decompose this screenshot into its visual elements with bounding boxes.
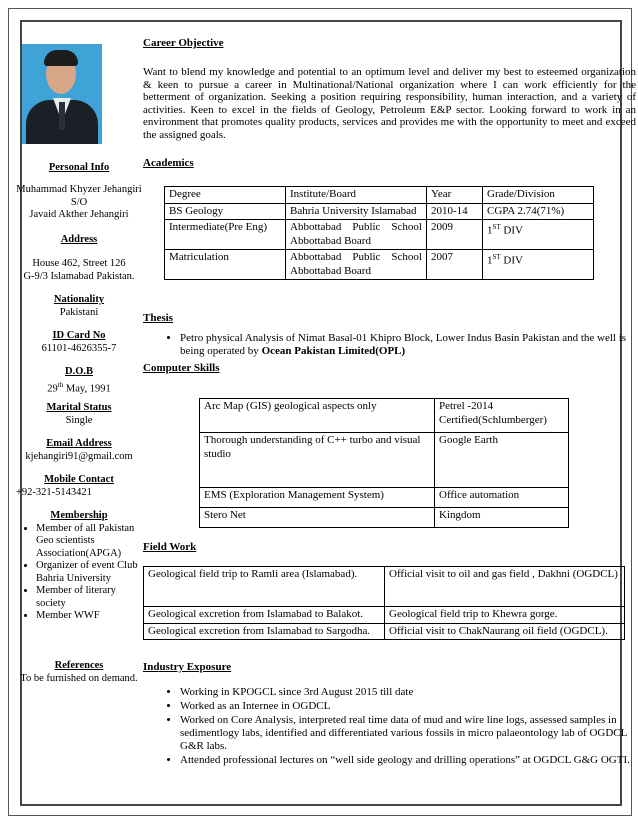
table-cell: Geological field trip to Ramli area (Islamabad). — [144, 567, 385, 607]
table-cell: Geological excretion from Islamabad to Balakot. — [144, 607, 385, 624]
mobile-number: +92-321-5143421 — [16, 486, 92, 498]
table-cell: EMS (Exploration Management System) — [200, 488, 435, 508]
list-item: • Worked as an Internee in OGDCL — [180, 700, 638, 713]
table-row — [200, 433, 569, 488]
nationality: Pakistani — [59, 306, 99, 318]
dob: 29th May, 1991 — [47, 380, 111, 394]
field-work-table — [143, 566, 625, 640]
address-line2: G-9/3 Islamabad Pakistan. — [23, 270, 135, 282]
membership-heading: Membership — [50, 510, 108, 521]
table-cell: Geological excretion from Islamabad to Sargodha. — [144, 623, 385, 640]
table-row — [165, 203, 594, 220]
table-row — [165, 220, 594, 250]
table-row — [200, 488, 569, 508]
references-heading: References — [54, 660, 104, 671]
mobile-heading: Mobile Contact — [44, 474, 114, 485]
table-cell: Abbottabad Public School Abbottabad Board — [286, 250, 427, 280]
marital-heading: Marital Status — [46, 402, 112, 413]
table-cell: Kingdom — [435, 508, 569, 528]
table-cell: Bahria University Islamabad — [286, 203, 427, 220]
list-item: • Working in KPOGCL since 3rd August 2015 till date — [180, 686, 638, 699]
table-header: Grade/Division — [483, 187, 594, 204]
address-line1: House 462, Street 126 — [32, 258, 126, 269]
computer-skills-table — [199, 398, 569, 528]
industry-exposure-block — [143, 686, 638, 768]
table-cell: Official visit to ChakNaurang oil field (OGDCL). — [385, 623, 625, 640]
table-row — [200, 399, 569, 433]
list-item: • Attended professional lectures on “well side geology and drilling operations” at OGDCL G&G OGTI. — [180, 754, 638, 767]
table-row — [144, 567, 625, 607]
email-heading: Email Address — [46, 438, 112, 449]
table-header: Year — [427, 187, 483, 204]
table-cell: 2007 — [427, 250, 483, 280]
membership-item: • Member of all Pakistan Geo scientists Association(APGA) — [36, 523, 148, 561]
email: kjehangiri91@gmail.com — [25, 450, 133, 462]
table-cell: Google Earth — [435, 433, 569, 488]
field-work-heading: Field Work — [143, 541, 197, 553]
career-objective-heading: Career Objective — [143, 37, 224, 49]
computer-skills-heading: Computer Skills — [143, 362, 220, 374]
membership-item: • Organizer of event Club Bahria University — [36, 560, 148, 585]
table-row — [200, 508, 569, 528]
address-heading: Address — [60, 234, 98, 245]
id-card-heading: ID Card No — [52, 330, 106, 341]
table-row — [144, 623, 625, 640]
table-cell: 2010-14 — [427, 203, 483, 220]
references: To be furnished on demand. — [20, 672, 138, 684]
thesis-item: • Petro physical Analysis of Nimat Basal-01 Khipro Block, Lower Indus Basin Pakistan and the well is being operated by Ocean Pakistan Limited(OPL) — [180, 332, 638, 358]
table-cell: Arc Map (GIS) geological aspects only — [200, 399, 435, 433]
thesis-block — [143, 332, 638, 359]
table-cell: Petrel -2014 Certified(Schlumberger) — [435, 399, 569, 433]
father-name: Javaid Akther Jehangiri — [29, 209, 129, 220]
table-cell: 1ST DIV — [483, 250, 594, 280]
table-row — [165, 250, 594, 280]
table-header-row — [165, 187, 594, 204]
table-cell: Matriculation — [165, 250, 286, 280]
list-item: • Worked on Core Analysis, interpreted real time data of mud and wire line logs, assessed samples in sedimentlogy labs, identified and differentiated various fossils in micro palaeontology lab of OGDCL G&R labs. — [180, 714, 638, 753]
id-card-number: 61101-4626355-7 — [41, 342, 117, 354]
table-cell: 1ST DIV — [483, 220, 594, 250]
son-of: S/O — [70, 196, 88, 208]
dob-heading: D.O.B — [64, 366, 93, 377]
table-cell: Intermediate(Pre Eng) — [165, 220, 286, 250]
career-objective-text: Want to blend my knowledge and potential to an optimum level and deliver my best to esteemed organization & keen to pursue a career in Multinational/National organization where I can work efficiently for the betterment of organization. Seeking a position requiring responsibility, human interaction, and a variety of activities. Keen to excel in the fields of Geology, Petroleum E&P sector. Looking forward to work in an environment that promotes quality products, services and provides me with the opportunity to meet and exceed the assigned goals. — [143, 66, 636, 141]
industry-exposure-heading: Industry Exposure — [143, 661, 232, 673]
table-cell: 2009 — [427, 220, 483, 250]
table-cell: CGPA 2.74(71%) — [483, 203, 594, 220]
table-cell: Stero Net — [200, 508, 435, 528]
table-cell: BS Geology — [165, 203, 286, 220]
personal-info-heading: Personal Info — [48, 162, 110, 173]
membership-list — [10, 523, 148, 623]
table-cell: Geological field trip to Khewra gorge. — [385, 607, 625, 624]
table-cell: Office automation — [435, 488, 569, 508]
thesis-heading: Thesis — [143, 312, 173, 324]
academics-table — [164, 186, 594, 280]
table-cell: Official visit to oil and gas field , Dakhni (OGDCL) — [385, 567, 625, 607]
table-row — [144, 607, 625, 624]
table-header: Degree — [165, 187, 286, 204]
membership-item: • Member WWF — [36, 610, 148, 623]
table-cell: Abbottabad Public School Abbottabad Board — [286, 220, 427, 250]
table-header: Institute/Board — [286, 187, 427, 204]
marital-status: Single — [65, 414, 93, 426]
name: Muhammad Khyzer Jehangiri — [16, 184, 142, 195]
table-cell: Thorough understanding of C++ turbo and visual studio — [200, 433, 435, 488]
nationality-heading: Nationality — [53, 294, 105, 305]
profile-photo — [22, 44, 102, 144]
academics-heading: Academics — [143, 157, 194, 169]
membership-item: • Member of literary society — [36, 585, 148, 610]
